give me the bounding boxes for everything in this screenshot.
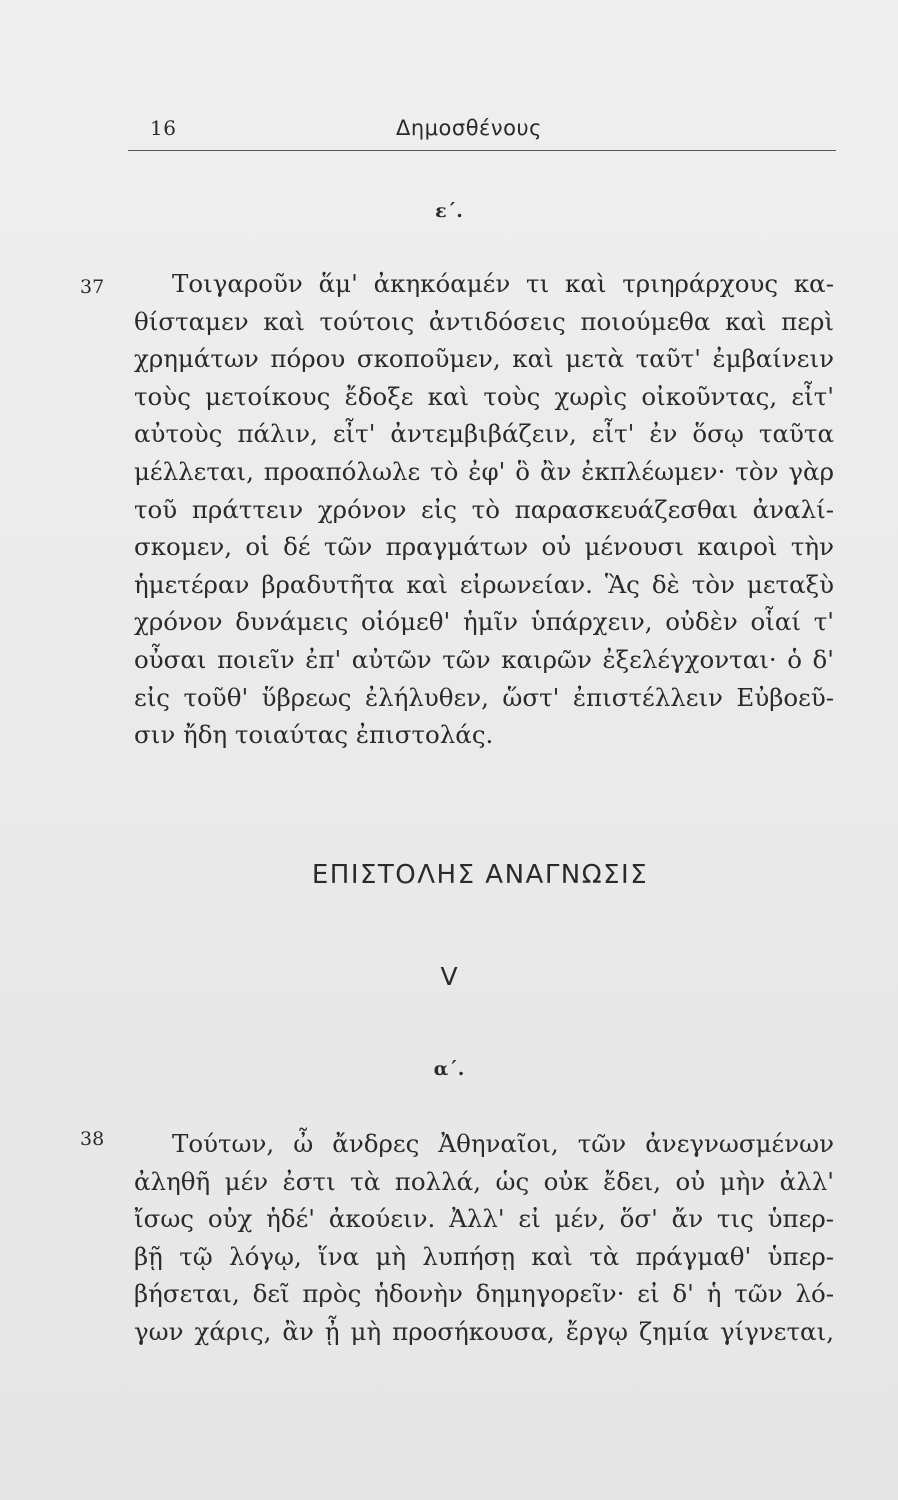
page-header [138, 114, 838, 154]
section-subheading: V [440, 962, 458, 991]
paragraph-line: γων χάρις, ἂν ᾖ μὴ προσήκουσα, ἔργῳ ζημία γίγνεται, [134, 1316, 834, 1346]
section-epsilon: ε΄. [435, 200, 463, 222]
paragraph-line: σιν ἤδη τοιαύτας ἐπιστολάς. [134, 720, 494, 750]
section-heading: ΕΠΙΣΤΟΛΗΣ ΑΝΑΓΝΩΣΙΣ [311, 860, 649, 890]
paragraph-line: ἴσως οὐχ ἡδέ' ἀκούειν. Ἀλλ' εἰ μέν, ὅσ' ἄν τις ὑπερ- [134, 1204, 834, 1234]
header-rule [128, 150, 836, 151]
page-number: 16 [150, 116, 177, 140]
paragraph-line: εἰς τοῦθ' ὕβρεως ἐλήλυθεν, ὥστ' ἐπιστέλλειν Εὐβοεῦ- [134, 682, 834, 712]
paragraph-line: χρημάτων πόρου σκοποῦμεν, καὶ μετὰ ταῦτ' ἐμβαίνειν [134, 344, 834, 374]
paragraph-line: οὖσαι ποιεῖν ἐπ' αὐτῶν τῶν καιρῶν ἐξελέγχονται· ὁ δ' [134, 644, 834, 674]
paragraph-37 [134, 265, 834, 754]
paragraph-line: χρόνον δυνάμεις οἰόμεθ' ἡμῖν ὑπάρχειν, οὐδὲν οἷαί τ' [134, 607, 834, 637]
paragraph-line: Τοιγαροῦν ἅμ' ἀκηκόαμέν τι καὶ τριηράρχους κα- [172, 269, 834, 298]
paragraph-line: ἀληθῆ μέν ἐστι τὰ πολλά, ὡς οὐκ ἔδει, οὐ μὴν ἀλλ' [134, 1166, 834, 1196]
paragraph-line: σκομεν, οἱ δέ τῶν πραγμάτων οὐ μένουσι καιροὶ τὴν [134, 532, 834, 562]
paragraph-line: τοῦ πράττειν χρόνον εἰς τὸ παρασκευάζεσθαι ἀναλί- [134, 494, 834, 524]
paragraph-38 [134, 1125, 834, 1351]
paragraph-line: αὐτοὺς πάλιν, εἶτ' ἀντεμβιβάζειν, εἶτ' ἐν ὅσῳ ταῦτα [134, 419, 834, 449]
paragraph-number-37: 37 [80, 276, 105, 298]
paragraph-number-38: 38 [80, 1128, 105, 1150]
paragraph-line: τοὺς μετοίκους ἔδοξε καὶ τοὺς χωρὶς οἰκοῦντας, εἶτ' [134, 381, 834, 411]
paragraph-line: μέλλεται, προαπόλωλε τὸ ἐφ' ὃ ἂν ἐκπλέωμεν· τὸν γὰρ [134, 456, 834, 486]
paragraph-line: Τούτων, ὦ ἄνδρες Ἀθηναῖοι, τῶν ἀνεγνωσμένων [172, 1129, 834, 1158]
running-head: Δημοσθένους [396, 116, 542, 140]
paragraph-line: βήσεται, δεῖ πρὸς ἡδονὴν δημηγορεῖν· εἰ δ' ἡ τῶν λό- [134, 1279, 834, 1309]
paragraph-line: ἡμετέραν βραδυτῆτα καὶ εἰρωνείαν. Ἃς δὲ τὸν μεταξὺ [134, 569, 834, 599]
paragraph-line: βῇ τῷ λόγῳ, ἵνα μὴ λυπήσῃ καὶ τὰ πράγμαθ' ὑπερ- [134, 1241, 834, 1271]
paragraph-line: θίσταμεν καὶ τούτοις ἀντιδόσεις ποιούμεθα καὶ περὶ [134, 306, 834, 336]
section-alpha: α΄. [433, 1058, 465, 1080]
